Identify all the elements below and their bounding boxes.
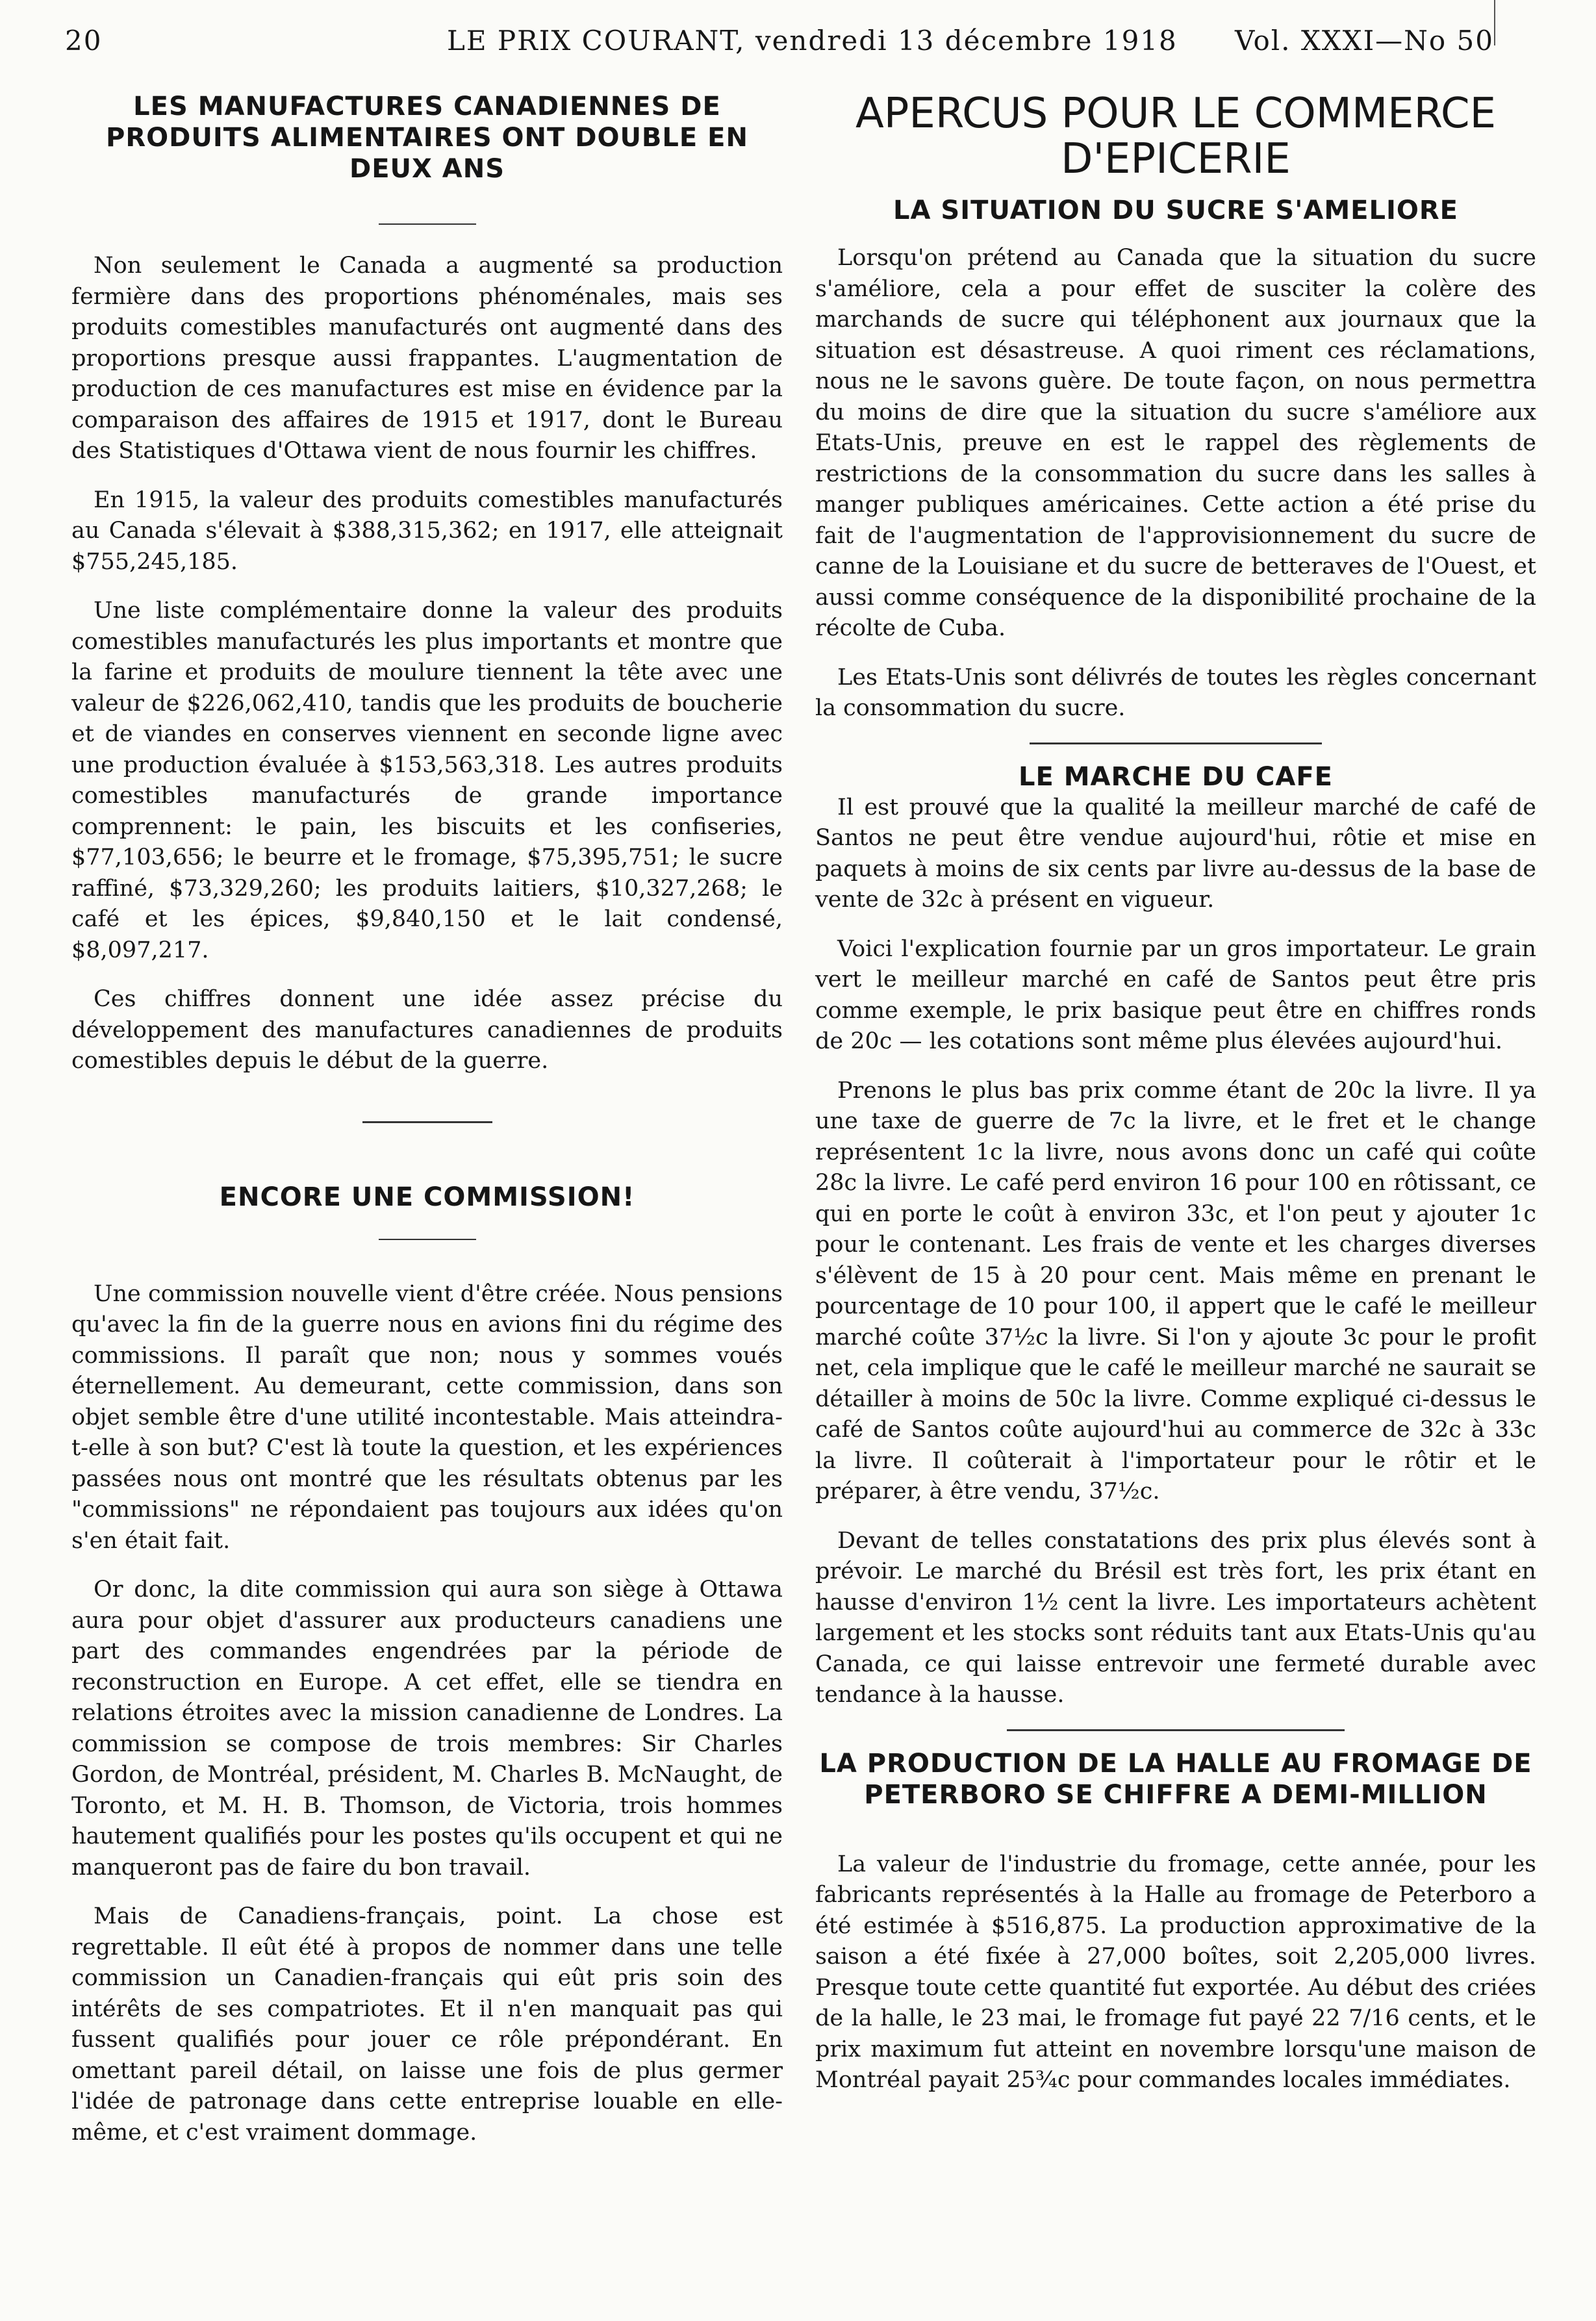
paragraph: Prenons le plus bas prix comme étant de 20c la livre. Il ya une taxe de guerre de 7c la livre, et le fret et le change représentent 1c la livre, nous avons donc un café qui coûte 28c la livre. Le café perd environ 16 pour 100 en rôtissant, ce qui en porte le coût à environ 33c, et l'on peut y ajouter 1c pour le contenant. Les frais de vente et les charges diverses s'élèvent de 15 à 20 pour cent. Mais même en prenant le pourcentage de 10 pour 100, il appert que le café le meilleur marché coûte 37½c la livre. Si l'on y ajoute 3c pour le profit net, cela implique que le café le meilleur marché ne saurait se détailler à moins de 50c la livre. Comme expliqué ci-dessus le café de Santos coûte aujourd'hui au commerce de 32c à 33c la livre. Il coûterait à l'importateur pour le rôtir et le préparer, à être vendu, 37½c. [815,1077,1536,1504]
paragraph: Voici l'explication fournie par un gros importateur. Le grain vert le meilleur marché en café de Santos peut être pris comme exemple, le prix basique peut être en chiffres ronds de 20c — les cotations sont même plus élevées aujourd'hui. [815,935,1536,1054]
paragraph: Non seulement le Canada a augmenté sa production fermière dans des proportions phénoménales, mais ses produits comestibles manufacturés ont augmenté dans des proportions presque aussi frappantes. L'augmentation de production de ces manufactures est mise en évidence par la comparaison des affaires de 1915 et 1917, dont le Bureau des Statistiques d'Ottawa vient de nous fournir les chiffres. [71,253,783,464]
paragraph: La valeur de l'industrie du fromage, cette année, pour les fabricants représentés à la Halle au fromage de Peterboro a été estimée à $516,875. La production approximative de la saison a été fixée à 27,000 boîtes, soit 2,205,000 livres. Presque toute cette quantité fut exportée. Au début des criées de la halle, le 23 mai, le fromage fut payé 22 7/16 cents, et le prix maximum fut atteint en novembre lorsqu'une maison de Montréal payait 25¾c pour commandes locales immédiates. [815,1851,1536,2093]
article-cafe [815,761,1536,1711]
page-header [65,21,1494,60]
article-manufactures [71,91,783,1077]
left-column [71,91,783,2166]
paragraph: Or donc, la dite commission qui aura son siège à Ottawa aura pour objet d'assurer aux producteurs canadiens une part des commandes engendrées par la période de reconstruction en Europe. A cet effet, elle se tiendra en relations étroites avec la mission canadienne de Londres. La commission se compose de trois membres: Sir Charles Gordon, de Montréal, président, M. Charles B. McNaught, de Toronto, et M. H. B. Thomson, de Victoria, trois hommes hautement qualifiés pour les postes qu'ils occupent et qui ne manqueront pas de faire du bon travail. [71,1577,783,1881]
paragraph: Ces chiffres donnent une idée assez précise du développement des manufactures canadiennes de produits comestibles depuis le début de la guerre. [71,986,783,1074]
paragraph: En 1915, la valeur des produits comestibles manufacturés au Canada s'élevait à $388,315,362; en 1917, elle atteignait $755,245,185. [71,487,783,575]
page-number: 20 [65,25,103,57]
page-edge-rule [1494,0,1495,45]
paragraph: Lorsqu'on prétend au Canada que la situation du sucre s'améliore, cela a pour effet de susciter la colère des marchands de sucre qui téléphonent aux journaux que la situation est désastreuse. A quoi riment ces réclamations, nous ne le savons guère. De toute façon, on nous permettra du moins de dire que la situation du sucre s'améliore aux Etats-Unis, preuve en est le rappel des règlements de restrictions de la consommation du sucre dans les salles à manger publiques américaines. Cette action a été prise du fait de l'augmentation de l'approvisionnement du sucre de canne de la Louisiane et du sucre de betteraves de l'Ouest, et aussi comme conséquence de la disponibilité prochaine de la récolte de Cuba. [815,245,1536,641]
article-title: LA SITUATION DU SUCRE S'AMELIORE [893,196,1458,225]
article-commission [71,1182,783,2149]
article-title: LE MARCHE DU CAFE [1019,761,1333,792]
paragraph: Une commission nouvelle vient d'être créée. Nous pensions qu'avec la fin de la guerre nous en avions fini du régime des commissions. Il paraît que non; nous y sommes voués éternellement. Au demeurant, cette commission, dans son objet semble être d'une utilité incontestable. Mais atteindra-t-elle à son but? C'est là toute la question, et les expériences passées nous ont montré que les résultats obtenus par les "commissions" ne répondaient pas toujours aux idées qu'on s'en était fait. [71,1280,783,1554]
article-title: LES MANUFACTURES CANADIENNES DE PRODUITS ALIMENTAIRES ONT DOUBLE EN DEUX ANS [106,92,748,184]
right-column [815,91,1536,2114]
paragraph: Une liste complémentaire donne la valeur des produits comestibles manufacturés les plus importants et montre que la farine et produits de moulure tiennent la tête avec une valeur de $226,062,410, tandis que les produits de boucherie et de viandes en conserves viennent en seconde ligne avec une production évaluée à $153,563,318. Les autres produits comestibles manufacturés de grande importance comprennent: le pain, les biscuits et les confiseries, $77,103,656; le beurre et le fromage, $75,395,751; le sucre raffiné, $73,329,260; les produits laitiers, $10,327,268; le café et les épices, $9,840,150 et le lait condensé, $8,097,217. [71,598,783,963]
paragraph: Les Etats-Unis sont délivrés de toutes les règles concernant la consommation du sucre. [815,664,1536,721]
article-sucre [815,195,1536,724]
article-title: LA PRODUCTION DE LA HALLE AU FROMAGE DE PETERBORO SE CHIFFRE A DEMI-MILLION [819,1748,1532,1810]
masthead: LE PRIX COURANT, vendredi 13 décembre 1918 [447,25,1178,57]
article-fromage [815,1748,1536,2096]
volume-number: Vol. XXXI—No 50 [1234,25,1494,57]
paragraph: Il est prouvé que la qualité la meilleur marché de café de Santos ne peut être vendue aujourd'hui, rôtie et mise en paquets à moins de six cents par livre au-dessus de la base de vente de 32c à présent en vigueur. [815,794,1536,913]
paragraph: Devant de telles constatations des prix plus élevés sont à prévoir. Le marché du Brésil est très fort, les prix étant en hausse d'environ 1½ cent la livre. Les importateurs achètent largement et les stocks sont réduits tant aux Etats-Unis qu'au Canada, ce qui laisse entrevoir une fermeté durable avec tendance à la hausse. [815,1527,1536,1708]
section-title: APERCUS POUR LE COMMERCE D'EPICERIE [855,90,1496,183]
paragraph: Mais de Canadiens-français, point. La chose est regrettable. Il eût été à propos de nommer dans une telle commission un Canadien-français qui eût pris soin des intérêts de ses compatriotes. Et il n'en manquait pas qui fussent qualifiés pour jouer ce rôle prépondérant. En omettant pareil détail, on laisse une fois de plus germer l'idée de patronage dans cette entreprise louable en elle-même, et c'est vraiment dommage. [71,1903,783,2146]
article-title: ENCORE UNE COMMISSION! [219,1182,635,1212]
